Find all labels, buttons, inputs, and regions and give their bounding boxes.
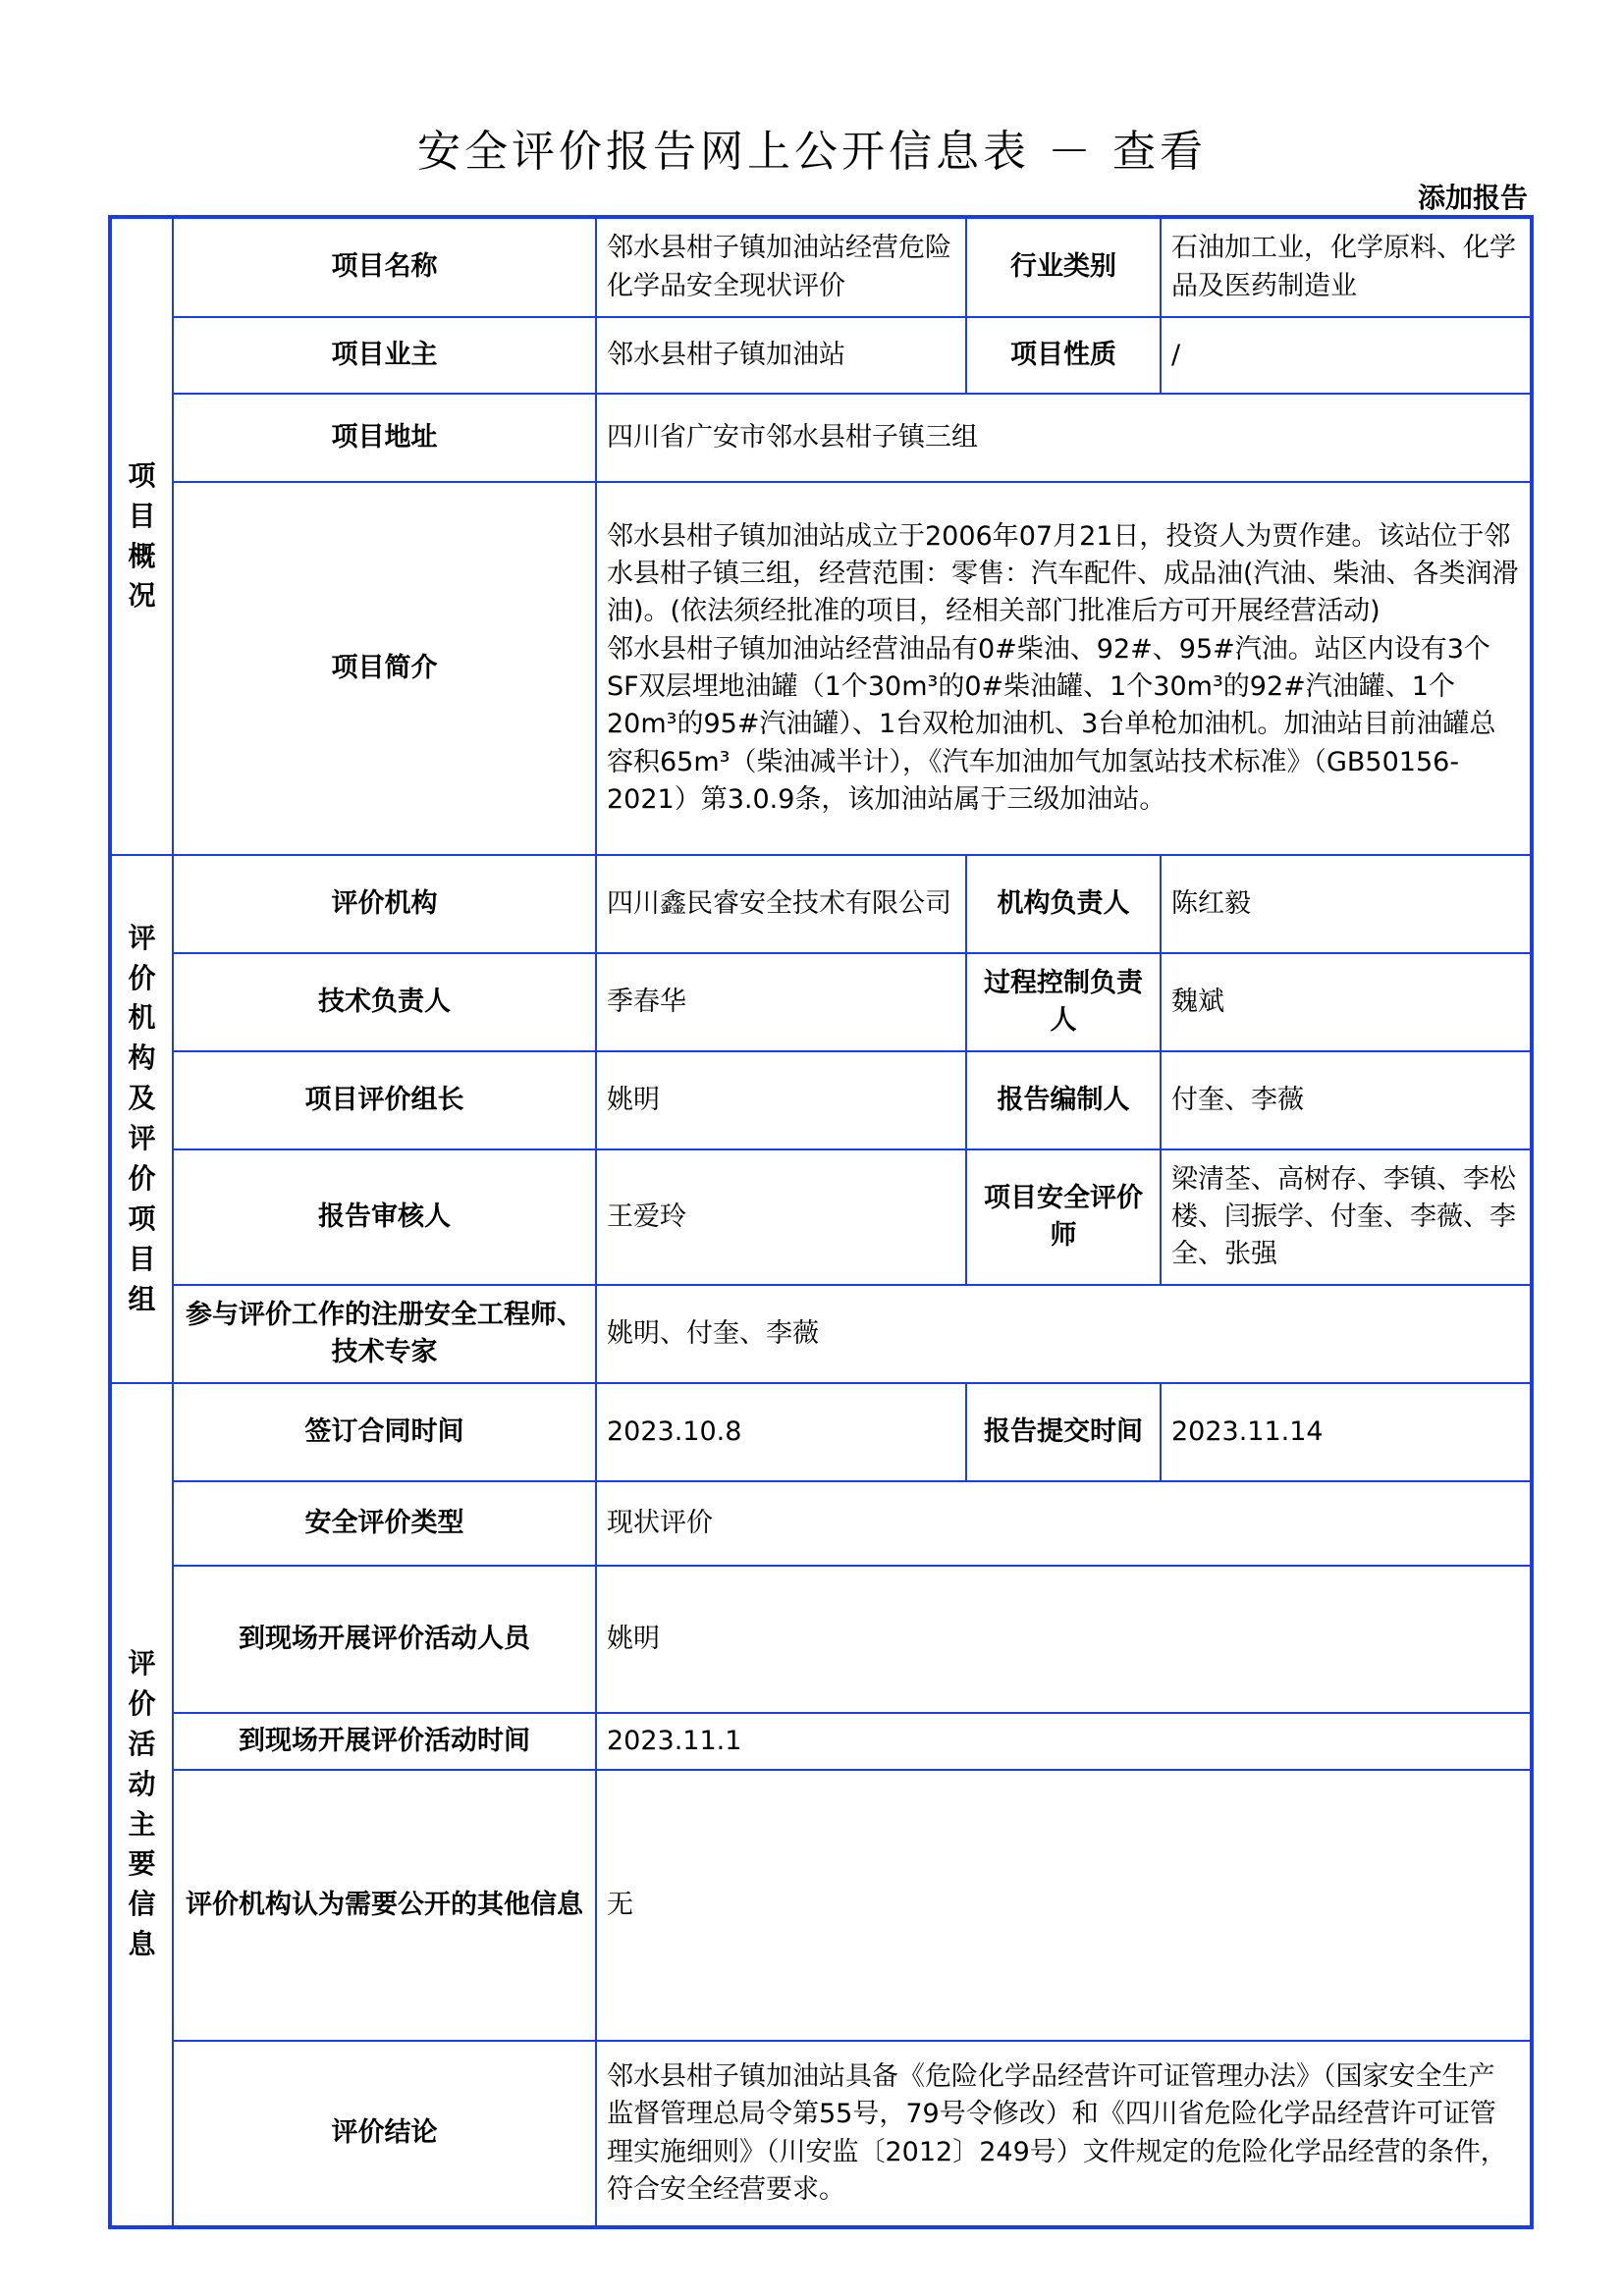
add-report-link[interactable]: 添加报告	[1417, 182, 1528, 214]
section-overview: 项目概况	[110, 217, 173, 855]
page-title: 安全评价报告网上公开信息表 － 查看	[417, 127, 1207, 177]
label-nature: 项目性质	[966, 317, 1161, 394]
value-staff: 姚明	[596, 1566, 1532, 1713]
label-tech: 技术负责人	[173, 953, 596, 1051]
row-leader	[110, 1051, 1532, 1149]
label-reviewer: 报告审核人	[173, 1149, 596, 1285]
value-other: 无	[596, 1770, 1532, 2041]
label-intro: 项目简介	[173, 482, 596, 855]
row-other	[110, 1770, 1532, 2041]
intro-paragraph-1: 邻水县柑子镇加油站成立于2006年07月21日，投资人为贾作建。该站位于邻水县柑子镇三组，经营范围：零售：汽车配件、成品油(汽油、柴油、各类润滑油)。(依法须经批准的项目，经相关部门批准后方可开展经营活动)	[607, 520, 1519, 627]
value-submit: 2023.11.14	[1161, 1383, 1532, 1481]
label-conclusion: 评价结论	[173, 2041, 596, 2227]
row-staff	[110, 1566, 1532, 1713]
label-type: 安全评价类型	[173, 1481, 596, 1566]
value-compiler: 付奎、李薇	[1161, 1051, 1532, 1149]
label-address: 项目地址	[173, 394, 596, 482]
row-reviewer	[110, 1149, 1532, 1285]
value-industry: 石油加工业，化学原料、化学品及医药制造业	[1161, 217, 1532, 317]
label-time: 到现场开展评价活动时间	[173, 1713, 596, 1770]
value-project-name: 邻水县柑子镇加油站经营危险化学品安全现状评价	[596, 217, 966, 317]
label-agency: 评价机构	[173, 855, 596, 953]
value-conclusion: 邻水县柑子镇加油站具备《危险化学品经营许可证管理办法》（国家安全生产监督管理总局令第55号，79号令修改）和《四川省危险化学品经营许可证管理实施细则》（川安监〔2012〕249号）文件规定的危险化学品经营的条件，符合安全经营要求。	[596, 2041, 1532, 2227]
label-head: 机构负责人	[966, 855, 1161, 953]
section-activity: 评价活动主要信息	[110, 1383, 173, 2227]
row-intro	[110, 482, 1532, 855]
label-industry: 行业类别	[966, 217, 1161, 317]
value-nature: /	[1161, 317, 1532, 394]
value-process: 魏斌	[1161, 953, 1532, 1051]
label-project-name: 项目名称	[173, 217, 596, 317]
row-conclusion	[110, 2041, 1532, 2227]
row-type	[110, 1481, 1532, 1566]
value-engineers: 姚明、付奎、李薇	[596, 1285, 1532, 1383]
label-owner: 项目业主	[173, 317, 596, 394]
value-type: 现状评价	[596, 1481, 1532, 1566]
row-owner	[110, 317, 1532, 394]
row-address	[110, 394, 1532, 482]
label-compiler: 报告编制人	[966, 1051, 1161, 1149]
row-tech	[110, 953, 1532, 1051]
label-staff: 到现场开展评价活动人员	[173, 1566, 596, 1713]
value-intro	[596, 482, 1532, 855]
row-time	[110, 1713, 1532, 1770]
value-agency: 四川鑫民睿安全技术有限公司	[596, 855, 966, 953]
value-tech: 季春华	[596, 953, 966, 1051]
section-org: 评价机构及评价项目组	[110, 855, 173, 1383]
row-contract	[110, 1383, 1532, 1481]
value-time: 2023.11.1	[596, 1713, 1532, 1770]
label-leader: 项目评价组长	[173, 1051, 596, 1149]
value-leader: 姚明	[596, 1051, 966, 1149]
row-engineers	[110, 1285, 1532, 1383]
value-assessors: 梁清荃、高树存、李镇、李松楼、闫振学、付奎、李薇、李全、张强	[1161, 1149, 1532, 1285]
value-owner: 邻水县柑子镇加油站	[596, 317, 966, 394]
row-agency	[110, 855, 1532, 953]
value-address: 四川省广安市邻水县柑子镇三组	[596, 394, 1532, 482]
label-process: 过程控制负责人	[966, 953, 1161, 1051]
row-project-name	[110, 217, 1532, 317]
label-assessors: 项目安全评价师	[966, 1149, 1161, 1285]
info-table	[108, 215, 1534, 2229]
value-reviewer: 王爱玲	[596, 1149, 966, 1285]
intro-paragraph-2: 邻水县柑子镇加油站经营油品有0#柴油、92#、95#汽油。站区内设有3个SF双层埋地油罐（1个30m³的0#柴油罐、1个30m³的92#汽油罐、1个20m³的95#汽油罐）、1台双枪加油机、3台单枪加油机。加油站目前油罐总容积65m³（柴油减半计），《汽车加油加气加氢站技术标准》（GB50156-2021）第3.0.9条，该加油站属于三级加油站。	[607, 633, 1496, 815]
value-contract: 2023.10.8	[596, 1383, 966, 1481]
label-contract: 签订合同时间	[173, 1383, 596, 1481]
label-other: 评价机构认为需要公开的其他信息	[173, 1770, 596, 2041]
label-engineers: 参与评价工作的注册安全工程师、技术专家	[173, 1285, 596, 1383]
value-head: 陈红毅	[1161, 855, 1532, 953]
label-submit: 报告提交时间	[966, 1383, 1161, 1481]
